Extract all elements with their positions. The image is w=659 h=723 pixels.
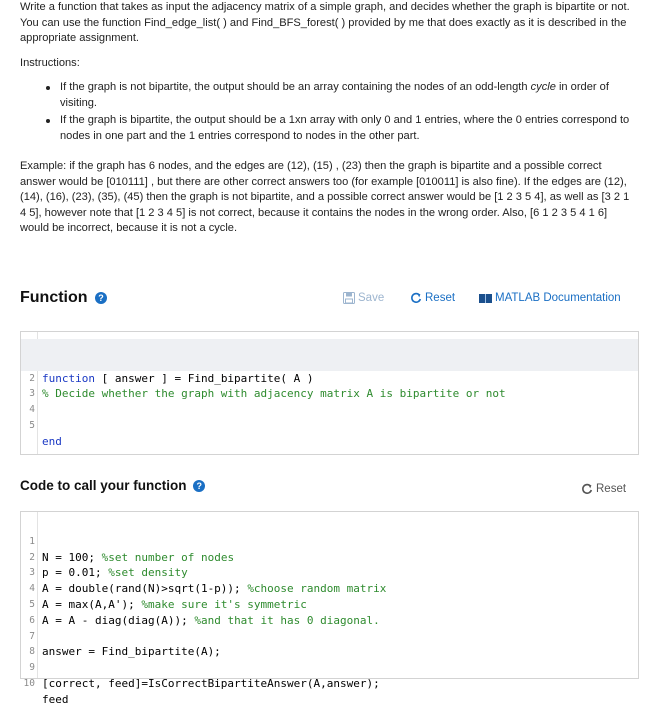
reset-icon bbox=[410, 292, 422, 304]
instructions-list bbox=[44, 80, 634, 146]
code-line: 5 end bbox=[29, 419, 62, 448]
reset-icon bbox=[581, 483, 593, 495]
code-line: 9 [correct, feed]=IsCorrectBipartiteAnswer(A,answer); bbox=[29, 662, 380, 690]
call-code-editor[interactable] bbox=[20, 511, 639, 706]
problem-description bbox=[20, 0, 635, 47]
reset-call-button[interactable]: Reset bbox=[581, 483, 626, 495]
code-line: 2 p = 0.01; %set density bbox=[29, 551, 188, 580]
info-icon[interactable]: ? bbox=[193, 480, 205, 492]
save-button[interactable]: Save bbox=[343, 292, 384, 304]
code-line: 4 bbox=[29, 404, 35, 416]
code-line: 1 N = 100; %set number of nodes bbox=[29, 535, 235, 564]
save-icon bbox=[343, 292, 355, 304]
example-paragraph: Example: if the graph has 6 nodes, and the edges are (12), (15) , (23) then the graph is bipartite and a possible correct answer would be [010111] , but there are other correct answers too (for example [010011] is also fine). If the edges are (12), (14), (16), (23), (35), (45) then the graph is not bipartite, and a possible correct answer would be [1 2 3 5 4], as well as [3 2 1 4 5], however note that [1 2 3 4 5] is not correct, because it contains the nodes in the wrong order. Also, [6 1 2 3 5 4 1 6] would be incorrect, because it is not a cycle. bbox=[20, 160, 630, 235]
bullet-icon bbox=[46, 119, 50, 123]
code-line: 10 feed bbox=[23, 677, 69, 706]
code-line: 3 bbox=[29, 388, 35, 400]
code-line: 4 A = max(A,A'); %make sure it's symmetric bbox=[29, 583, 307, 611]
bullet-icon bbox=[46, 86, 50, 90]
code-line: 5 A = A - diag(diag(A)); %and that it has 0 diagonal. bbox=[29, 598, 380, 627]
instructions-heading: Instructions: bbox=[20, 57, 80, 69]
code-line: function [ answer ] = Find_bipartite( A ) bbox=[21, 339, 638, 355]
function-section-title: Function ? bbox=[20, 289, 107, 307]
code-line: 3 A = double(rand(N)>sqrt(1-p)); %choose random matrix bbox=[29, 567, 387, 596]
list-item: If the graph is bipartite, the output should be a 1xn array with only 0 and 1 entries, where the 0 entries correspond to nodes in one part and the 1 entries correspond to nodes in the other part. bbox=[44, 113, 634, 144]
function-code-editor[interactable] bbox=[20, 331, 639, 455]
code-line: 7 answer = Find_bipartite(A); bbox=[29, 630, 221, 659]
matlab-documentation-link[interactable]: MATLAB Documentation bbox=[479, 292, 621, 304]
book-icon bbox=[479, 293, 492, 304]
reset-button[interactable]: Reset bbox=[410, 292, 455, 304]
info-icon[interactable]: ? bbox=[95, 292, 107, 304]
code-line: 6 bbox=[29, 614, 35, 626]
list-item: If the graph is not bipartite, the output should be an array containing the nodes of an odd-length cycle in order of visiting. bbox=[44, 80, 634, 111]
code-line: 2 % Decide whether the graph with adjacency matrix A is bipartite or not bbox=[21, 355, 638, 371]
intro-paragraph: Write a function that takes as input the adjacency matrix of a simple graph, and decides whether the graph is bipartite or not. You can use the function Find_edge_list( ) and Find_BFS_forest( ) provided by me that does exactly as it is described in the appropriate assignment. bbox=[20, 1, 630, 45]
code-line: 8 bbox=[29, 646, 35, 658]
call-section-title: Code to call your function ? bbox=[20, 478, 205, 493]
